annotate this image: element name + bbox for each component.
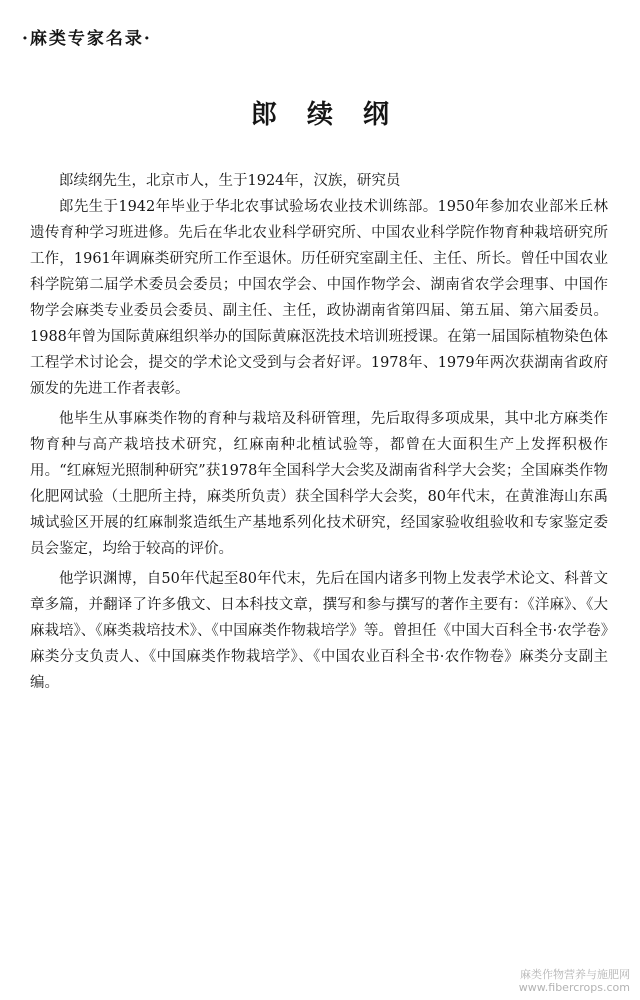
watermark-site-name: 麻类作物营养与施肥网 (520, 968, 630, 981)
site-watermark (519, 968, 630, 994)
paragraph-intro: 郎续纲先生，北京市人，生于1924年，汉族，研究员 (59, 173, 401, 189)
article-body (30, 168, 608, 700)
watermark-url: www.fibercrops.com (518, 981, 630, 994)
paragraph-career: 郎先生于1942年毕业于华北农事试验场农业技术训练部。1950年参加农业部米丘林遗传育种学习班进修。先后在华北农业科学研究所、中国农业科学院作物育种栽培研究所工作，1961年调麻类研究所工作至退休。历任研究室副主任、主任、所长。曾任中国农业科学院第二届学术委员会委员；中国农学会、中国作物学会、湖南省农学会理事、中国作物学会麻类专业委员会委员、副主任、主任，政协湖南省第四届、第五届、第六届委员。1988年曾为国际黄麻组织举办的国际黄麻沤洗技术培训班授课。在第一届国际植物染色体工程学术讨论会，提交的学术论文受到与会者好评。1978年、1979年两次获湖南省政府颁发的先进工作者表彰。 (30, 199, 608, 397)
paragraph-publications: 他学识渊博，自50年代起至80年代末，先后在国内诸多刊物上发表学术论文、科普文章多篇，并翻译了许多俄文、日本科技文章，撰写和参与撰写的著作主要有：《洋麻》、《大麻栽培》、《麻类栽培技术》、《中国麻类作物栽培学》等。曾担任《中国大百科全书·农学卷》麻类分支负责人、《中国麻类作物栽培学》、《中国农业百科全书·农作物卷》麻类分支副主编。 (30, 571, 608, 691)
article-title: 郎续纲 (250, 100, 419, 130)
section-header: ·麻类专家名录· (22, 29, 152, 49)
paragraph-research: 他毕生从事麻类作物的育种与栽培及科研管理，先后取得多项成果，其中北方麻类作物育种与高产栽培技术研究，红麻南种北植试验等，都曾在大面积生产上发挥积极作用。“红麻短光照制种研究”获1978年全国科学大会奖及湖南省科学大会奖；全国麻类作物化肥网试验（土肥所主持，麻类所负责）获全国科学大会奖，80年代末，在黄淮海山东禹城试验区开展的红麻制浆造纸生产基地系列化技术研究，经国家验收组验收和专家鉴定委员会鉴定，均给于较高的评价。 (30, 411, 608, 557)
